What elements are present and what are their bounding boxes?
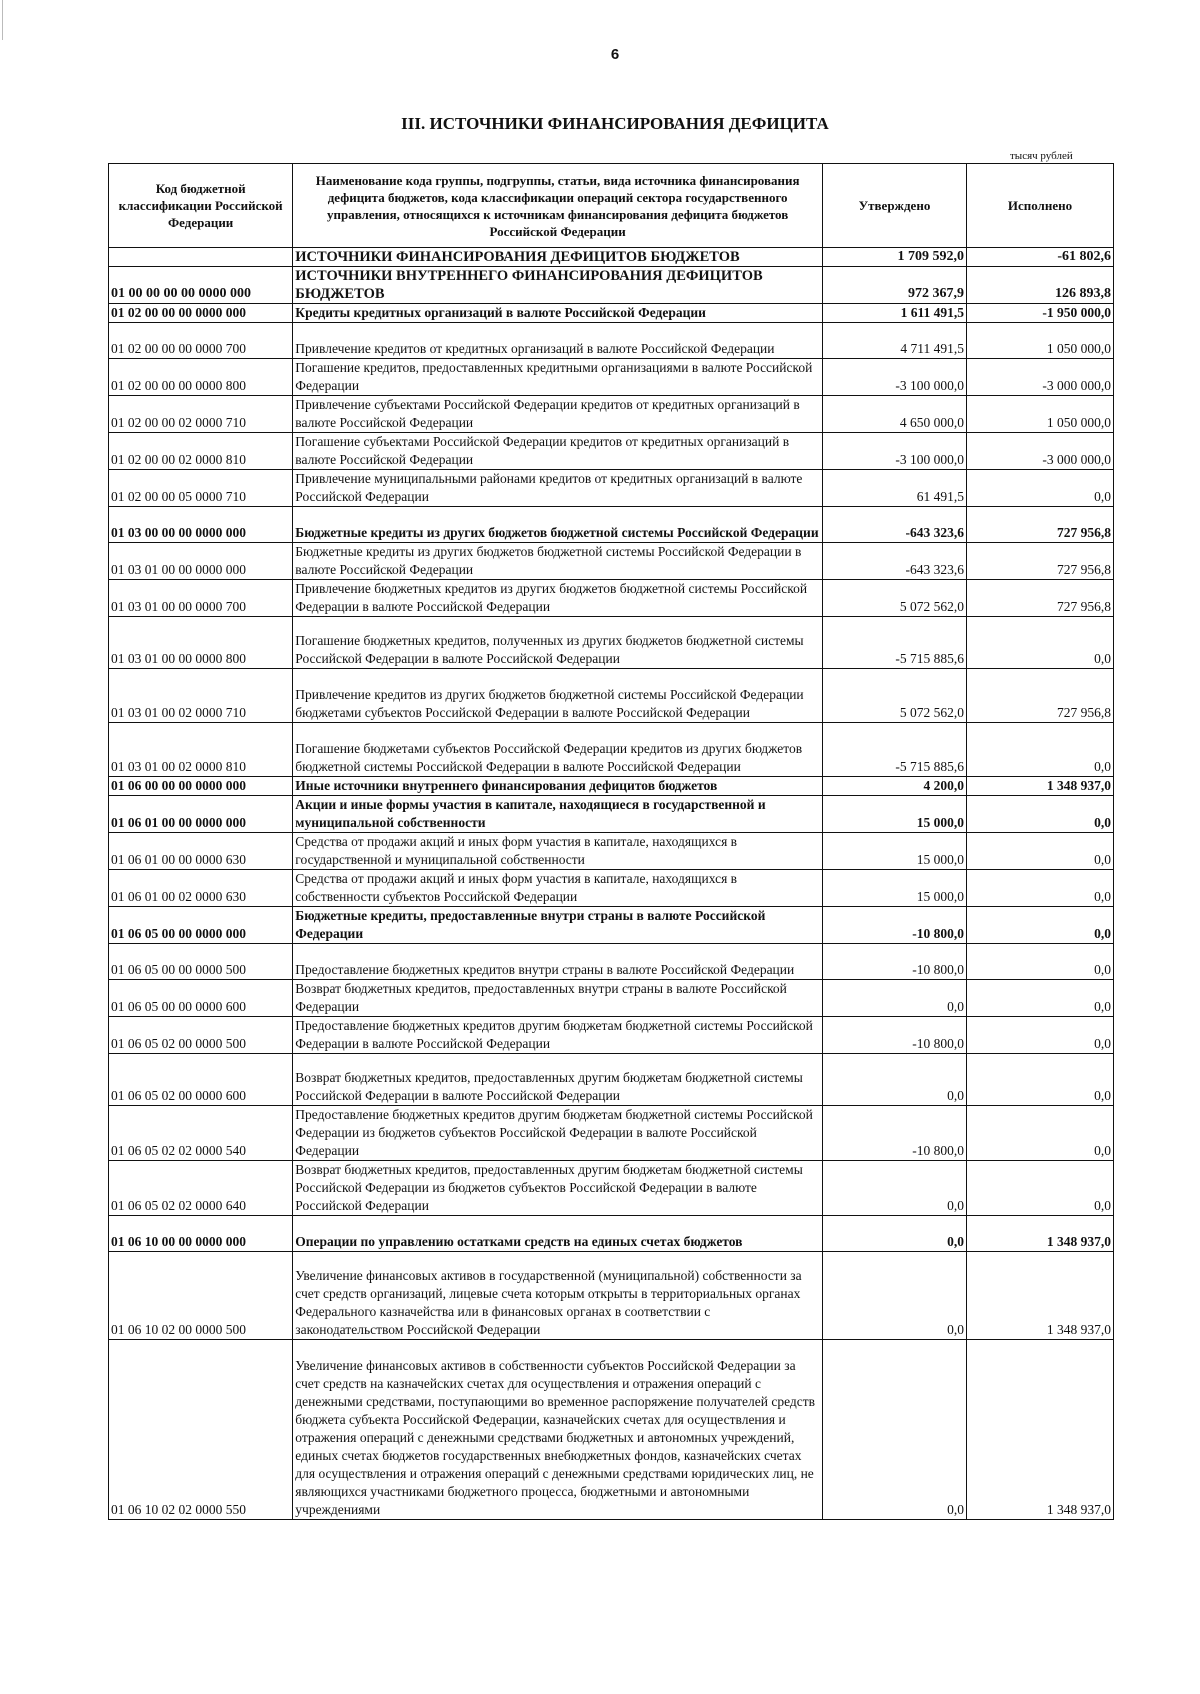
row-executed: 0,0 bbox=[966, 723, 1113, 777]
row-executed: 1 050 000,0 bbox=[966, 396, 1113, 433]
table-body bbox=[109, 248, 1114, 1520]
row-executed: -1 950 000,0 bbox=[966, 304, 1113, 323]
row-name: Погашение бюджетами субъектов Российской Федерации кредитов из других бюджетов бюджетной системы Российской Федерации в валюте Российской Федерации bbox=[293, 723, 823, 777]
row-approved: 4 711 491,5 bbox=[822, 323, 966, 359]
row-code: 01 06 05 00 00 0000 500 bbox=[109, 944, 293, 980]
table-row bbox=[109, 723, 1114, 777]
table-row bbox=[109, 470, 1114, 507]
table-row bbox=[109, 980, 1114, 1017]
row-executed: 0,0 bbox=[966, 796, 1113, 833]
row-code: 01 02 00 00 00 0000 800 bbox=[109, 359, 293, 396]
row-approved: -3 100 000,0 bbox=[822, 433, 966, 470]
row-code: 01 06 05 00 00 0000 000 bbox=[109, 907, 293, 944]
table-row bbox=[109, 304, 1114, 323]
row-approved: -10 800,0 bbox=[822, 1106, 966, 1161]
row-name: Бюджетные кредиты, предоставленные внутри страны в валюте Российской Федерации bbox=[293, 907, 823, 944]
row-code: 01 06 05 02 02 0000 640 bbox=[109, 1161, 293, 1216]
header-executed: Исполнено bbox=[966, 164, 1113, 248]
table-row bbox=[109, 1106, 1114, 1161]
table-row bbox=[109, 777, 1114, 796]
row-name: Возврат бюджетных кредитов, предоставленных внутри страны в валюте Российской Федерации bbox=[293, 980, 823, 1017]
header-code: Код бюджетной классификации Российской Федерации bbox=[109, 164, 293, 248]
row-name: Привлечение бюджетных кредитов из других бюджетов бюджетной системы Российской Федерации в валюте Российской Федерации bbox=[293, 580, 823, 617]
row-approved: -5 715 885,6 bbox=[822, 617, 966, 669]
table-row bbox=[109, 617, 1114, 669]
row-code: 01 06 05 02 00 0000 500 bbox=[109, 1017, 293, 1054]
row-approved: 0,0 bbox=[822, 1340, 966, 1520]
row-executed: 0,0 bbox=[966, 1054, 1113, 1106]
row-executed: -3 000 000,0 bbox=[966, 359, 1113, 396]
row-executed: 0,0 bbox=[966, 617, 1113, 669]
table-row bbox=[109, 359, 1114, 396]
table-row bbox=[109, 1054, 1114, 1106]
row-name: Привлечение субъектами Российской Федерации кредитов от кредитных организаций в валюте Российской Федерации bbox=[293, 396, 823, 433]
table-row bbox=[109, 944, 1114, 980]
row-approved: 4 200,0 bbox=[822, 777, 966, 796]
row-executed: 1 348 937,0 bbox=[966, 1340, 1113, 1520]
row-executed: 0,0 bbox=[966, 1017, 1113, 1054]
row-code: 01 06 01 00 02 0000 630 bbox=[109, 870, 293, 907]
table-row bbox=[109, 1340, 1114, 1520]
row-name: Возврат бюджетных кредитов, предоставленных другим бюджетам бюджетной системы Российской Федерации из бюджетов субъектов Российской Федерации в валюте Российской Федерации bbox=[293, 1161, 823, 1216]
row-executed: 1 050 000,0 bbox=[966, 323, 1113, 359]
row-executed: 1 348 937,0 bbox=[966, 1252, 1113, 1340]
row-executed: 0,0 bbox=[966, 470, 1113, 507]
row-code: 01 06 05 02 02 0000 540 bbox=[109, 1106, 293, 1161]
row-name: Кредиты кредитных организаций в валюте Российской Федерации bbox=[293, 304, 823, 323]
table-header-row bbox=[109, 164, 1114, 248]
row-approved: -643 323,6 bbox=[822, 543, 966, 580]
row-name: Погашение кредитов, предоставленных кредитными организациями в валюте Российской Федерации bbox=[293, 359, 823, 396]
row-executed: 126 893,8 bbox=[966, 267, 1113, 304]
row-code: 01 03 00 00 00 0000 000 bbox=[109, 507, 293, 543]
row-name: Привлечение кредитов из других бюджетов бюджетной системы Российской Федерации бюджетами субъектов Российской Федерации в валюте Российской Федерации bbox=[293, 669, 823, 723]
row-approved: 1 709 592,0 bbox=[822, 248, 966, 267]
row-name: Привлечение кредитов от кредитных организаций в валюте Российской Федерации bbox=[293, 323, 823, 359]
row-approved: -10 800,0 bbox=[822, 944, 966, 980]
table-row bbox=[109, 907, 1114, 944]
row-code: 01 02 00 00 05 0000 710 bbox=[109, 470, 293, 507]
row-name: Возврат бюджетных кредитов, предоставленных другим бюджетам бюджетной системы Российской Федерации в валюте Российской Федерации bbox=[293, 1054, 823, 1106]
header-name: Наименование кода группы, подгруппы, статьи, вида источника финансирования дефицита бюджетов, кода классификации операций сектора государственного управления, относящихся к источникам финансирования дефицита бюджетов Российской Федерации bbox=[293, 164, 823, 248]
row-approved: 0,0 bbox=[822, 980, 966, 1017]
row-name: Погашение субъектами Российской Федерации кредитов от кредитных организаций в валюте Российской Федерации bbox=[293, 433, 823, 470]
page-number: 6 bbox=[610, 46, 620, 63]
table-row bbox=[109, 507, 1114, 543]
row-executed: 0,0 bbox=[966, 1106, 1113, 1161]
row-name: Увеличение финансовых активов в собственности субъектов Российской Федерации за счет средств на казначейских счетах для осуществления и отражения операций с денежными средствами, поступающими во временное распоряжение получателей средств бюджета субъекта Российской Федерации, казначейских счетах для осуществления и отражения операций с денежными средствами бюджетных и автономных учреждений, единых счетах бюджетов государственных внебюджетных фондов, казначейских счетах для осуществления и отражения операций с денежными средствами юридических лиц, не являющихся участниками бюджетного процесса, бюджетными и автономными учреждениями bbox=[293, 1340, 823, 1520]
row-approved: 0,0 bbox=[822, 1252, 966, 1340]
row-name: Операции по управлению остатками средств на единых счетах бюджетов bbox=[293, 1216, 823, 1252]
row-code: 01 06 01 00 00 0000 000 bbox=[109, 796, 293, 833]
row-code: 01 06 10 00 00 0000 000 bbox=[109, 1216, 293, 1252]
row-executed: 0,0 bbox=[966, 1161, 1113, 1216]
table-row bbox=[109, 796, 1114, 833]
row-code: 01 06 05 02 00 0000 600 bbox=[109, 1054, 293, 1106]
table-row bbox=[109, 543, 1114, 580]
row-executed: -3 000 000,0 bbox=[966, 433, 1113, 470]
row-code bbox=[109, 248, 293, 267]
table-row bbox=[109, 248, 1114, 267]
table-row bbox=[109, 1161, 1114, 1216]
row-approved: 5 072 562,0 bbox=[822, 580, 966, 617]
row-code: 01 06 10 02 02 0000 550 bbox=[109, 1340, 293, 1520]
row-approved: 15 000,0 bbox=[822, 833, 966, 870]
row-approved: -5 715 885,6 bbox=[822, 723, 966, 777]
row-code: 01 06 01 00 00 0000 630 bbox=[109, 833, 293, 870]
row-executed: 1 348 937,0 bbox=[966, 1216, 1113, 1252]
table-row bbox=[109, 267, 1114, 304]
row-name: Увеличение финансовых активов в государственной (муниципальной) собственности за счет средств организаций, лицевые счета которым открыты в территориальных органах Федерального казначейства или в финансовых органах в соответствии с законодательством Российской Федерации bbox=[293, 1252, 823, 1340]
row-approved: 0,0 bbox=[822, 1161, 966, 1216]
financing-sources-table bbox=[108, 163, 1114, 1520]
row-executed: 0,0 bbox=[966, 944, 1113, 980]
row-name: Предоставление бюджетных кредитов другим бюджетам бюджетной системы Российской Федерации в валюте Российской Федерации bbox=[293, 1017, 823, 1054]
row-approved: 61 491,5 bbox=[822, 470, 966, 507]
row-name: Иные источники внутреннего финансирования дефицитов бюджетов bbox=[293, 777, 823, 796]
row-code: 01 06 00 00 00 0000 000 bbox=[109, 777, 293, 796]
table-row bbox=[109, 1017, 1114, 1054]
row-name: ИСТОЧНИКИ ВНУТРЕННЕГО ФИНАНСИРОВАНИЯ ДЕФИЦИТОВ БЮДЖЕТОВ bbox=[293, 267, 823, 304]
row-code: 01 03 01 00 00 0000 700 bbox=[109, 580, 293, 617]
row-approved: 1 611 491,5 bbox=[822, 304, 966, 323]
row-approved: 972 367,9 bbox=[822, 267, 966, 304]
row-approved: 15 000,0 bbox=[822, 796, 966, 833]
row-code: 01 00 00 00 00 0000 000 bbox=[109, 267, 293, 304]
row-approved: 15 000,0 bbox=[822, 870, 966, 907]
table-row bbox=[109, 669, 1114, 723]
table-row bbox=[109, 870, 1114, 907]
row-executed: 727 956,8 bbox=[966, 580, 1113, 617]
table-row bbox=[109, 396, 1114, 433]
row-code: 01 02 00 00 00 0000 700 bbox=[109, 323, 293, 359]
row-approved: -10 800,0 bbox=[822, 907, 966, 944]
row-code: 01 02 00 00 02 0000 810 bbox=[109, 433, 293, 470]
header-approved: Утверждено bbox=[822, 164, 966, 248]
table-row bbox=[109, 323, 1114, 359]
row-executed: 727 956,8 bbox=[966, 507, 1113, 543]
row-executed: -61 802,6 bbox=[966, 248, 1113, 267]
row-code: 01 03 01 00 00 0000 000 bbox=[109, 543, 293, 580]
row-name: Предоставление бюджетных кредитов другим бюджетам бюджетной системы Российской Федерации из бюджетов субъектов Российской Федерации в валюте Российской Федерации bbox=[293, 1106, 823, 1161]
row-name: Привлечение муниципальными районами кредитов от кредитных организаций в валюте Российской Федерации bbox=[293, 470, 823, 507]
row-name: Погашение бюджетных кредитов, полученных из других бюджетов бюджетной системы Российской Федерации в валюте Российской Федерации bbox=[293, 617, 823, 669]
row-name: Средства от продажи акций и иных форм участия в капитале, находящихся в государственной и муниципальной собственности bbox=[293, 833, 823, 870]
units-label: тысяч рублей bbox=[1010, 150, 1073, 162]
row-code: 01 06 10 02 00 0000 500 bbox=[109, 1252, 293, 1340]
row-approved: 0,0 bbox=[822, 1216, 966, 1252]
row-approved: 0,0 bbox=[822, 1054, 966, 1106]
row-name: Бюджетные кредиты из других бюджетов бюджетной системы Российской Федерации bbox=[293, 507, 823, 543]
row-code: 01 03 01 00 02 0000 710 bbox=[109, 669, 293, 723]
row-name: Предоставление бюджетных кредитов внутри страны в валюте Российской Федерации bbox=[293, 944, 823, 980]
row-name: Средства от продажи акций и иных форм участия в капитале, находящихся в собственности субъектов Российской Федерации bbox=[293, 870, 823, 907]
row-approved: -643 323,6 bbox=[822, 507, 966, 543]
row-name: ИСТОЧНИКИ ФИНАНСИРОВАНИЯ ДЕФИЦИТОВ БЮДЖЕТОВ bbox=[293, 248, 823, 267]
row-name: Бюджетные кредиты из других бюджетов бюджетной системы Российской Федерации в валюте Российской Федерации bbox=[293, 543, 823, 580]
section-title: III. ИСТОЧНИКИ ФИНАНСИРОВАНИЯ ДЕФИЦИТА bbox=[401, 114, 829, 133]
row-approved: -3 100 000,0 bbox=[822, 359, 966, 396]
table-row bbox=[109, 1216, 1114, 1252]
row-executed: 0,0 bbox=[966, 907, 1113, 944]
row-code: 01 06 05 00 00 0000 600 bbox=[109, 980, 293, 1017]
table-row bbox=[109, 1252, 1114, 1340]
row-executed: 0,0 bbox=[966, 870, 1113, 907]
row-code: 01 03 01 00 00 0000 800 bbox=[109, 617, 293, 669]
table-row bbox=[109, 580, 1114, 617]
row-code: 01 02 00 00 00 0000 000 bbox=[109, 304, 293, 323]
row-executed: 727 956,8 bbox=[966, 543, 1113, 580]
row-approved: -10 800,0 bbox=[822, 1017, 966, 1054]
row-approved: 4 650 000,0 bbox=[822, 396, 966, 433]
row-approved: 5 072 562,0 bbox=[822, 669, 966, 723]
scan-edge-mark bbox=[2, 0, 3, 40]
row-code: 01 02 00 00 02 0000 710 bbox=[109, 396, 293, 433]
row-executed: 0,0 bbox=[966, 980, 1113, 1017]
table-row bbox=[109, 833, 1114, 870]
row-name: Акции и иные формы участия в капитале, находящиеся в государственной и муниципальной собственности bbox=[293, 796, 823, 833]
table-row bbox=[109, 433, 1114, 470]
row-executed: 0,0 bbox=[966, 833, 1113, 870]
row-executed: 1 348 937,0 bbox=[966, 777, 1113, 796]
row-executed: 727 956,8 bbox=[966, 669, 1113, 723]
row-code: 01 03 01 00 02 0000 810 bbox=[109, 723, 293, 777]
